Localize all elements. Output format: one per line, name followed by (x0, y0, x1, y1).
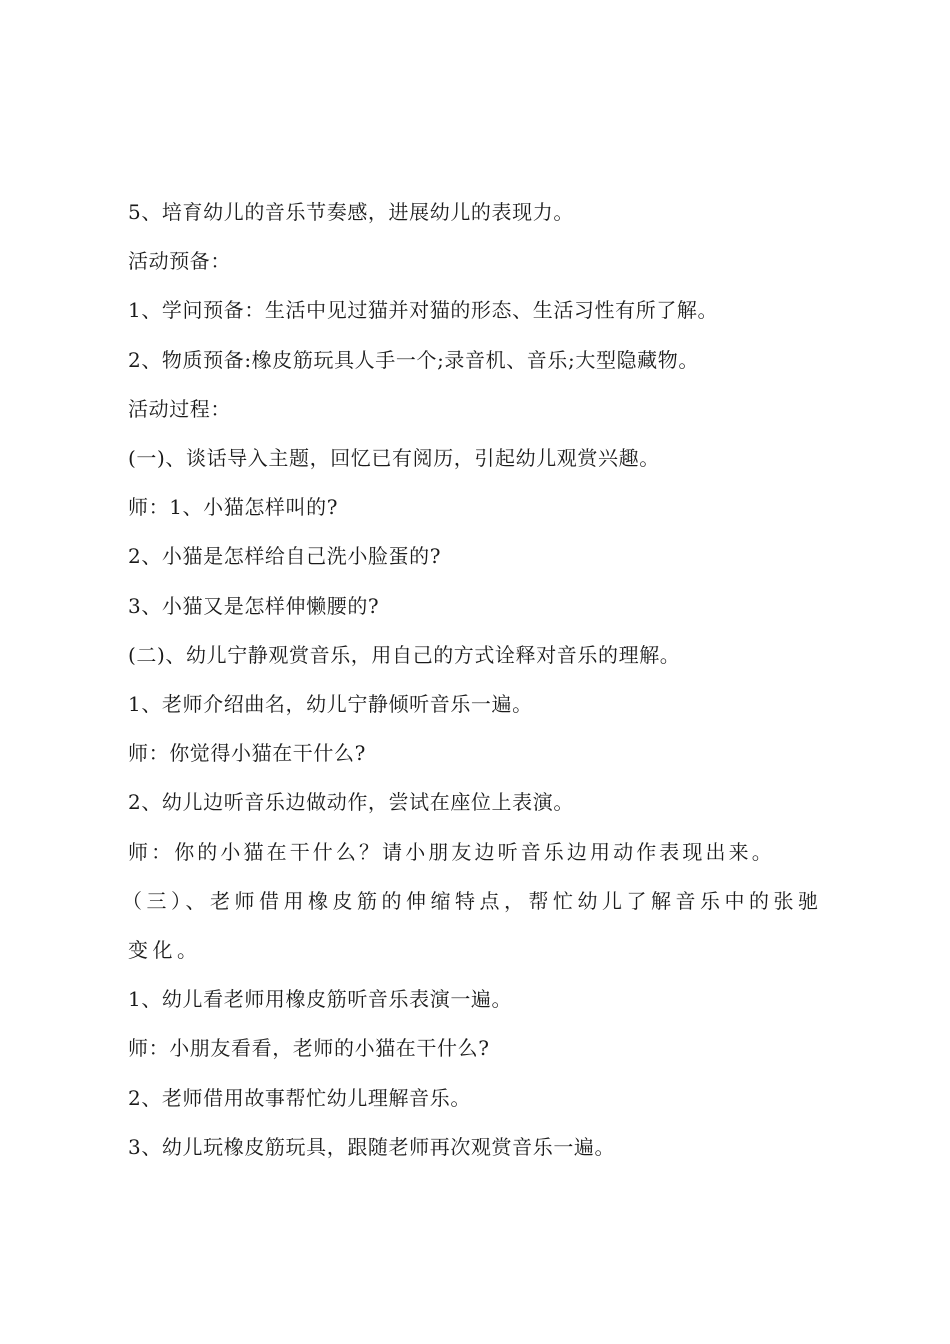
document-body (122, 188, 832, 1172)
paragraph: 1、老师介绍曲名，幼儿宁静倾听音乐一遍。 (128, 692, 533, 717)
paragraph: 师：你的小猫在干什么？请小朋友边听音乐边用动作表现出来。 (128, 839, 775, 864)
paragraph: (二)、幼儿宁静观赏音乐，用自己的方式诠释对音乐的理解。 (128, 642, 681, 667)
paragraph: 师：你觉得小猫在干什么? (128, 741, 366, 766)
paragraph: 2、物质预备:橡皮筋玩具人手一个;录音机、音乐;大型隐藏物。 (128, 347, 699, 372)
paragraph: 2、幼儿边听音乐边做动作，尝试在座位上表演。 (128, 790, 574, 815)
paragraph: （三）、老师借用橡皮筋的伸缩特点，帮忙幼儿了解音乐中的张驰变化。 (122, 888, 823, 963)
paragraph: 师：小朋友看看，老师的小猫在干什么? (128, 1036, 490, 1061)
paragraph: 2、小猫是怎样给自己洗小脸蛋的? (128, 544, 442, 569)
paragraph: 2、老师借用故事帮忙幼儿理解音乐。 (128, 1085, 471, 1110)
paragraph: 1、幼儿看老师用橡皮筋听音乐表演一遍。 (128, 987, 513, 1012)
paragraph: (一)、谈话导入主题，回忆已有阅历，引起幼儿观赏兴趣。 (128, 446, 660, 471)
section-heading: 活动过程： (128, 396, 231, 421)
paragraph: 1、学问预备：生活中见过猫并对猫的形态、生活习性有所了解。 (128, 298, 719, 323)
paragraph: 5、培育幼儿的音乐节奏感，进展幼儿的表现力。 (128, 200, 574, 224)
section-heading: 活动预备： (128, 249, 231, 274)
paragraph: 师：1、小猫怎样叫的? (128, 495, 339, 520)
paragraph: 3、小猫又是怎样伸懒腰的? (128, 593, 380, 618)
paragraph: 3、幼儿玩橡皮筋玩具，跟随老师再次观赏音乐一遍。 (128, 1134, 616, 1159)
